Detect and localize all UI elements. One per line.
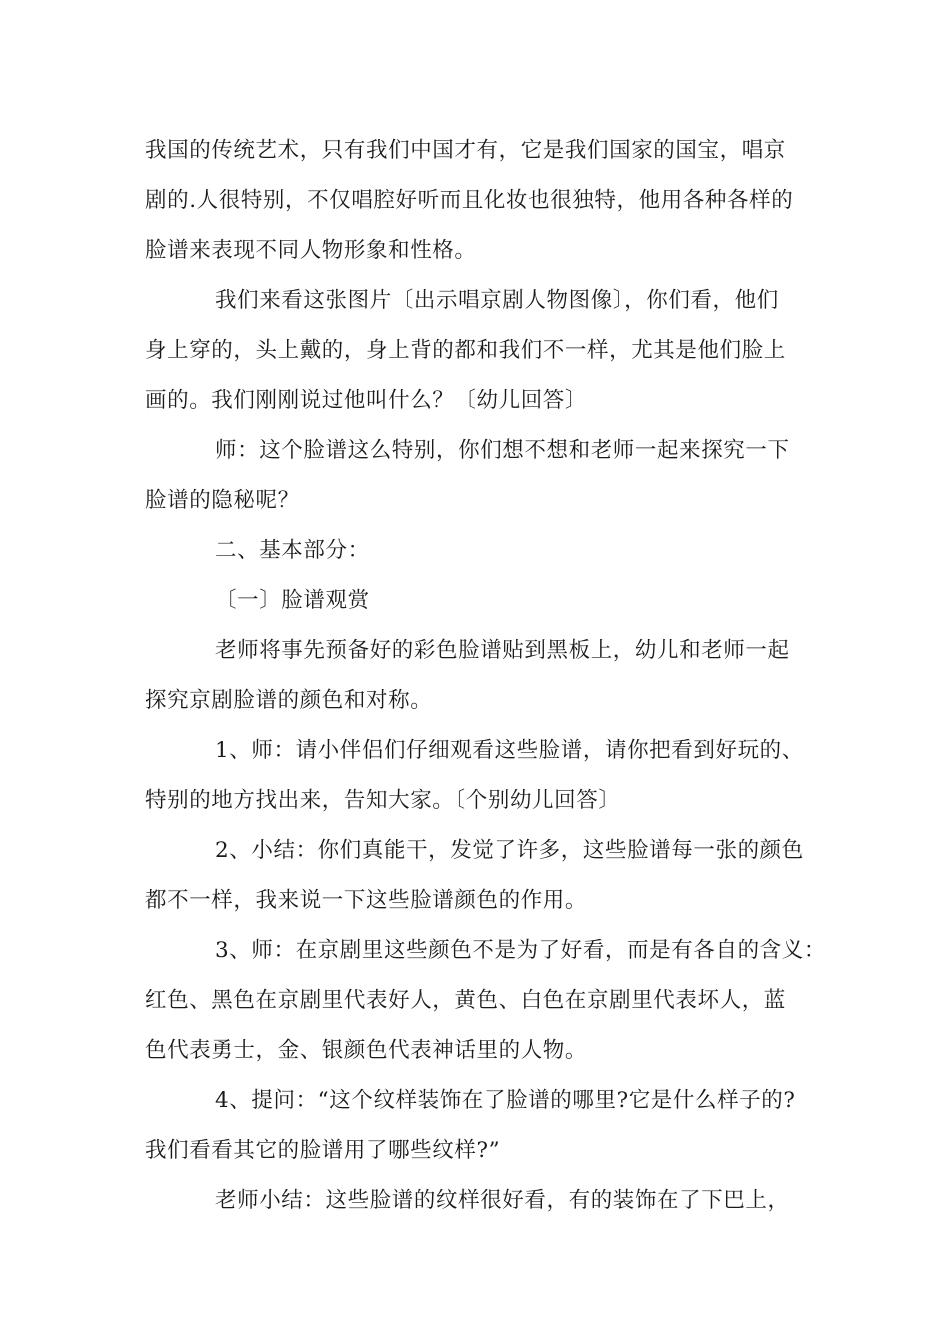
text-line: 剧的.人很特别，不仅唱腔好听而且化妆也很独特，他用各种各样的 [145, 188, 794, 213]
text-line: 色代表勇士，金、银颜色代表神话里的人物。 [145, 1038, 588, 1063]
text-line: 4、提问：“这个纹样装饰在了脸谱的哪里?它是什么样子的? [215, 1088, 796, 1113]
text-line: 脸谱来表现不同人物形象和性格。 [145, 238, 477, 263]
text-line: 3、师：在京剧里这些颜色不是为了好看，而是有各自的含义： [215, 938, 826, 963]
text-line: 师：这个脸谱这么特别，你们想不想和老师一起来探究一下 [215, 438, 790, 463]
text-line: 探究京剧脸谱的颜色和对称。 [145, 688, 433, 713]
text-line: 我们看看其它的脸谱用了哪些纹样?” [145, 1138, 501, 1163]
text-line: 画的。我们刚刚说过他叫什么？〔幼儿回答〕 [145, 388, 588, 413]
text-line: 身上穿的，头上戴的，身上背的都和我们不一样，尤其是他们脸上 [145, 338, 786, 363]
text-line: 脸谱的隐秘呢？ [145, 488, 300, 513]
text-line: 我们来看这张图片〔出示唱京剧人物图像〕，你们看，他们 [215, 288, 779, 313]
section-heading: 二、基本部分： [215, 538, 370, 563]
text-line: 老师小结：这些脸谱的纹样很好看，有的装饰在了下巴上， [215, 1188, 790, 1213]
text-line: 都不一样，我来说一下这些脸谱颜色的作用。 [145, 888, 588, 913]
text-line: 1、师：请小伴侣们仔细观看这些脸谱，请你把看到好玩的、 [215, 738, 804, 763]
text-line: 我国的传统艺术，只有我们中国才有，它是我们国家的国宝，唱京 [145, 138, 786, 163]
text-line: 2、小结：你们真能干，发觉了许多，这些脸谱每一张的颜色 [215, 838, 804, 863]
subsection-heading: 〔一〕脸谱观赏 [215, 588, 370, 613]
text-line: 特别的地方找出来，告知大家。〔个别幼儿回答〕 [145, 788, 621, 813]
text-line: 老师将事先预备好的彩色脸谱贴到黑板上，幼儿和老师一起 [215, 638, 790, 663]
text-line: 红色、黑色在京剧里代表好人，黄色、白色在京剧里代表坏人，蓝 [145, 988, 786, 1013]
